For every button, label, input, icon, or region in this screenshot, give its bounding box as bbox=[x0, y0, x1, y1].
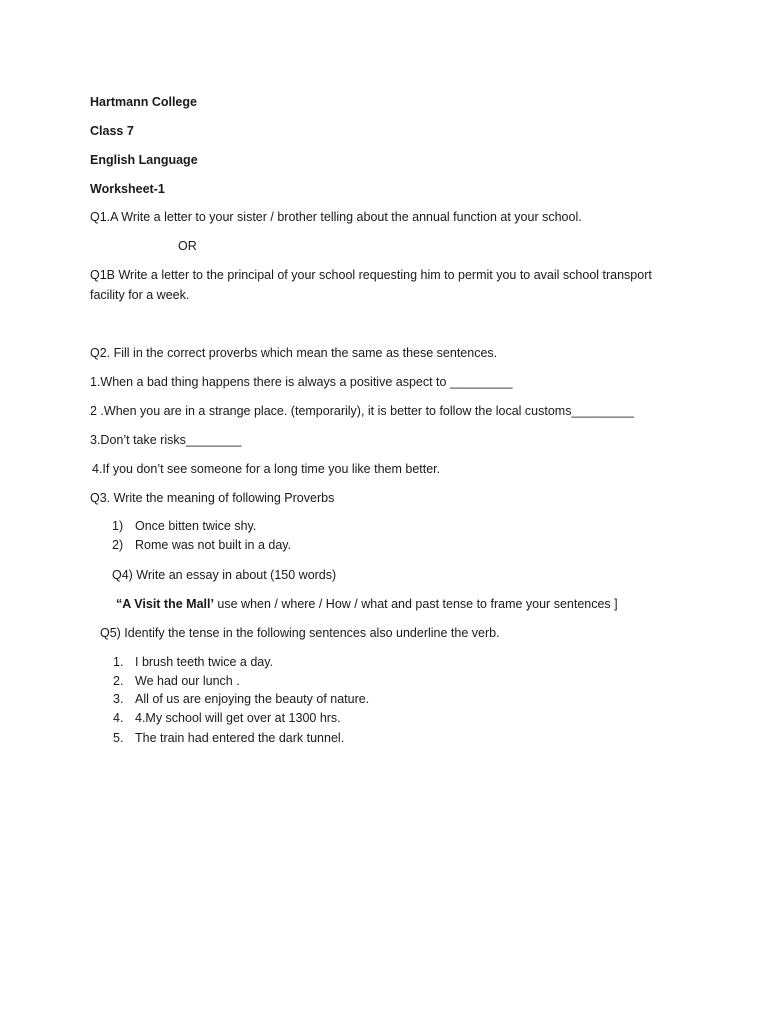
q1-or: OR bbox=[178, 239, 197, 253]
q2-item-3: 3.Don’t take risks________ bbox=[90, 433, 242, 447]
q2-title: Q2. Fill in the correct proverbs which mean the same as these sentences. bbox=[90, 346, 498, 360]
class-label: Class 7 bbox=[90, 124, 134, 138]
q5-item-5-text: The train had entered the dark tunnel. bbox=[135, 731, 345, 745]
q5-item-3-text: All of us are enjoying the beauty of nature. bbox=[135, 692, 370, 706]
q5-item-5-number: 5. bbox=[113, 731, 124, 745]
q1b-text-line2: facility for a week. bbox=[90, 288, 190, 302]
q2-item-4: 4.If you don’t see someone for a long time you like them better. bbox=[92, 462, 441, 476]
q5-item-1-text: I brush teeth twice a day. bbox=[135, 655, 274, 669]
worksheet-label: Worksheet-1 bbox=[90, 182, 165, 196]
q1a-text: Q1.A Write a letter to your sister / brother telling about the annual function at your school. bbox=[90, 210, 582, 224]
q4-title: Q4) Write an essay in about (150 words) bbox=[112, 568, 337, 582]
q2-item-1: 1.When a bad thing happens there is always a positive aspect to _________ bbox=[90, 375, 513, 389]
q3-item-1-number: 1) bbox=[112, 519, 124, 533]
q5-item-2-text: We had our lunch . bbox=[135, 674, 240, 688]
q3-item-2-text: Rome was not built in a day. bbox=[135, 538, 292, 552]
q4-instruction: use when / where / How / what and past tense to frame your sentences ] bbox=[213, 597, 618, 611]
q2-item-2: 2 .When you are in a strange place. (temporarily), it is better to follow the local customs_________ bbox=[90, 404, 635, 418]
school-name: Hartmann College bbox=[90, 95, 197, 109]
q4-prompt bbox=[116, 595, 618, 614]
q5-item-3-number: 3. bbox=[113, 692, 124, 706]
q5-item-4-number: 4. bbox=[113, 711, 124, 725]
q1b-text-line1: Q1B Write a letter to the principal of your school requesting him to permit you to avail school transport bbox=[90, 268, 652, 282]
q5-item-1-number: 1. bbox=[113, 655, 124, 669]
q5-title: Q5) Identify the tense in the following sentences also underline the verb. bbox=[100, 626, 500, 640]
q3-item-1-text: Once bitten twice shy. bbox=[135, 519, 257, 533]
q5-item-4-text: 4.My school will get over at 1300 hrs. bbox=[135, 711, 341, 725]
q5-item-2-number: 2. bbox=[113, 674, 124, 688]
subject-label: English Language bbox=[90, 153, 198, 167]
q4-topic: “A Visit the Mall’ bbox=[116, 597, 214, 611]
q3-title: Q3. Write the meaning of following Proverbs bbox=[90, 491, 335, 505]
q3-item-2-number: 2) bbox=[112, 538, 124, 552]
